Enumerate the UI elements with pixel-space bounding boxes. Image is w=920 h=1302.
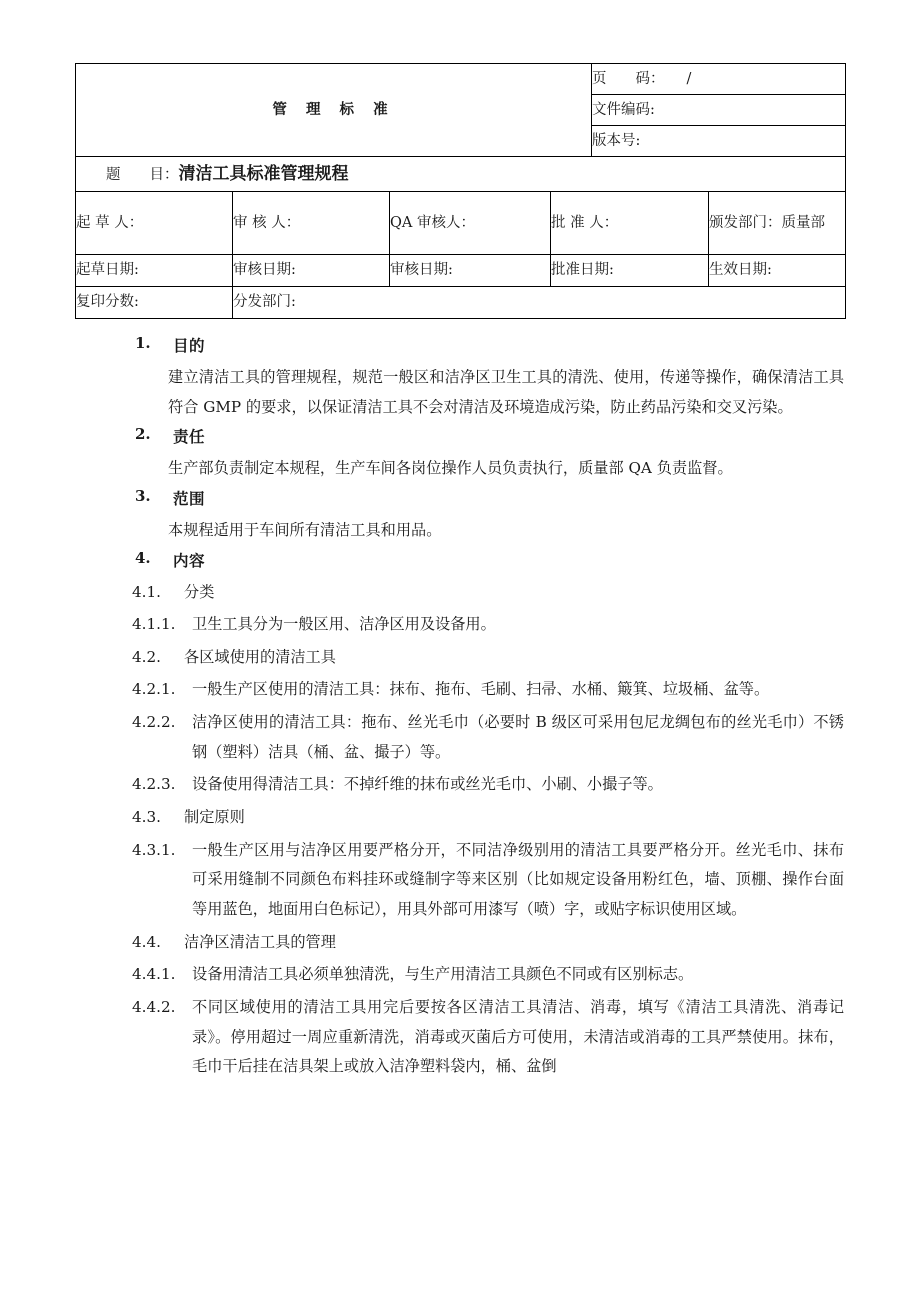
- version-label: 版本号:: [592, 132, 641, 149]
- subsection-4-4: [0, 928, 920, 958]
- subsection-4-2-2-text: 洁净区使用的清洁工具：拖布、丝光毛巾（必要时 B 级区可采用包尼龙绸包布的丝光毛巾）不锈钢（塑料）洁具（桶、盆、撮子）等。: [192, 713, 844, 761]
- page-number-cell: [592, 64, 846, 95]
- section-1: [0, 334, 920, 422]
- qa-reviewer-label: QA 审核人：: [390, 214, 475, 231]
- signature-row: [76, 192, 846, 255]
- subsection-4-4-2-number: 4.4.2.: [132, 997, 176, 1016]
- drafter-label: 起 草 人：: [76, 214, 144, 231]
- drafter-cell: [76, 192, 233, 255]
- page-number-value: /: [686, 70, 692, 87]
- subsection-4-2-number: 4.2.: [132, 647, 161, 666]
- subsection-4-2-1-text: 一般生产区使用的清洁工具：抹布、拖布、毛刷、扫帚、水桶、簸箕、垃圾桶、盆等。: [192, 680, 770, 699]
- version-cell: [592, 126, 846, 157]
- approve-date-cell: [551, 255, 709, 287]
- document-title-label: 题 目：: [106, 166, 179, 183]
- doc-code-cell: [592, 95, 846, 126]
- section-1-paragraph: 建立清洁工具的管理规程，规范一般区和洁净区卫生工具的清洗、使用，传递等操作，确保清洁工具符合 GMP 的要求，以保证清洁工具不会对清洁及环境造成污染，防止药品污染和交叉污染。: [168, 368, 844, 416]
- section-3: [0, 487, 920, 546]
- section-4-heading: [0, 549, 920, 571]
- date-row: [76, 255, 846, 287]
- section-1-number: 1.: [135, 334, 151, 352]
- subsection-4-4-text: 洁净区清洁工具的管理: [184, 932, 336, 951]
- subsection-4-2-3-text: 设备使用得清洁工具：不掉纤维的抹布或丝光毛巾、小刷、小撮子等。: [192, 775, 663, 794]
- copies-row: [76, 287, 846, 319]
- document-title-value: 清洁工具标准管理规程: [178, 163, 349, 184]
- document-body: [0, 334, 920, 1085]
- subsection-4-2: [0, 643, 920, 673]
- subsection-4-3-number: 4.3.: [132, 808, 161, 827]
- page-number-label: 页 码：: [592, 70, 665, 87]
- subsection-4-1-text: 分类: [184, 582, 215, 601]
- section-4-title: 内容: [173, 551, 206, 570]
- subsection-4-4-2: [0, 993, 920, 1082]
- subsection-4-4-1-text: 设备用清洁工具必须单独清洗，与生产用清洁工具颜色不同或有区别标志。: [192, 965, 694, 984]
- review-date-label: 审核日期:: [233, 262, 296, 279]
- subsection-4-2-1: [0, 675, 920, 705]
- subsection-4-3-text: 制定原则: [184, 808, 245, 827]
- section-2-number: 2.: [135, 425, 151, 444]
- subsection-4-2-3-number: 4.2.3.: [132, 775, 176, 794]
- review-date-cell: [233, 255, 390, 287]
- reviewer-label: 审 核 人：: [233, 214, 301, 231]
- distribution-label: 分发部门:: [233, 294, 296, 311]
- section-4: [0, 549, 920, 571]
- review-date2-cell: [390, 255, 551, 287]
- subsection-4-2-1-number: 4.2.1.: [132, 680, 176, 699]
- subsection-4-1-1-text: 卫生工具分为一般区用、洁净区用及设备用。: [192, 615, 496, 634]
- signature-table: [75, 191, 846, 319]
- section-3-heading: [0, 487, 920, 509]
- section-4-number: 4.: [135, 548, 151, 567]
- distribution-cell: [233, 287, 846, 319]
- qa-reviewer-cell: [390, 192, 551, 255]
- subsection-4-1: [0, 578, 920, 608]
- section-2-title: 责任: [173, 428, 206, 447]
- section-3-title: 范围: [173, 489, 206, 508]
- document-kind-cell: [76, 64, 592, 157]
- effective-date-label: 生效日期:: [709, 262, 772, 279]
- subsection-4-4-number: 4.4.: [132, 932, 161, 951]
- review-date2-label: 审核日期:: [390, 262, 453, 279]
- approver-cell: [551, 192, 709, 255]
- issuing-dept-cell: [709, 192, 846, 255]
- subsection-4-4-2-text: 不同区域使用的清洁工具用完后要按各区清洁工具清洁、消毒，填写《清洁工具清洗、消毒记录》。停用超过一周应重新清洗，消毒或灭菌后方可使用，未清洁或消毒的工具严禁使用。抹布，毛巾干后挂在洁具架上或放入洁净塑料袋内，桶、盆倒: [192, 997, 844, 1076]
- draft-date-cell: [76, 255, 233, 287]
- subsection-4-2-3: [0, 770, 920, 800]
- section-2: [0, 425, 920, 484]
- section-1-title: 目的: [173, 337, 206, 355]
- doc-code-label: 文件编码:: [592, 101, 655, 118]
- subsection-4-3-1-text: 一般生产区用与洁净区用要严格分开，不同洁净级别用的清洁工具要严格分开。丝光毛巾、抹布可采用缝制不同颜色布料挂环或缝制字等来区别（比如规定设备用粉红色，墙、顶棚、操作台面等用蓝色，地面用白色标记），用具外部可用漆写（喷）字，或贴字标识使用区域。: [192, 840, 844, 918]
- section-3-number: 3.: [135, 486, 151, 505]
- subsection-4-4-1-number: 4.4.1.: [132, 965, 176, 984]
- draft-date-label: 起草日期:: [76, 262, 139, 279]
- subsection-4-1-number: 4.1.: [132, 582, 161, 601]
- effective-date-cell: [709, 255, 846, 287]
- section-2-heading: [0, 425, 920, 447]
- header-row-page: [76, 64, 846, 95]
- document-kind-label: 管 理 标 准: [272, 101, 395, 118]
- subsection-4-2-text: 各区域使用的清洁工具: [184, 647, 336, 666]
- reviewer-cell: [233, 192, 390, 255]
- copies-cell: [76, 287, 233, 319]
- document-title-cell: [76, 157, 846, 192]
- subsection-4-2-2-number: 4.2.2.: [132, 713, 176, 732]
- subsection-4-1-1: [0, 610, 920, 640]
- subsection-4-3-1: [0, 836, 920, 925]
- section-2-paragraph: 生产部负责制定本规程，生产车间各岗位操作人员负责执行，质量部 QA 负责监督。: [168, 459, 733, 478]
- section-1-heading: [0, 334, 920, 356]
- approve-date-label: 批准日期:: [551, 262, 614, 279]
- header-row-title: [76, 157, 846, 192]
- subsection-4-3-1-number: 4.3.1.: [132, 840, 176, 859]
- subsection-4-1-1-number: 4.1.1.: [132, 615, 176, 634]
- approver-label: 批 准 人：: [551, 214, 619, 231]
- issuing-dept-label: 颁发部门：质量部: [709, 214, 825, 231]
- copies-label: 复印分数:: [76, 294, 139, 311]
- section-3-paragraph: 本规程适用于车间所有清洁工具和用品。: [168, 520, 442, 539]
- subsection-4-2-2: [0, 708, 920, 767]
- document-header-table: [75, 63, 846, 192]
- subsection-4-3: [0, 803, 920, 833]
- subsection-4-4-1: [0, 960, 920, 990]
